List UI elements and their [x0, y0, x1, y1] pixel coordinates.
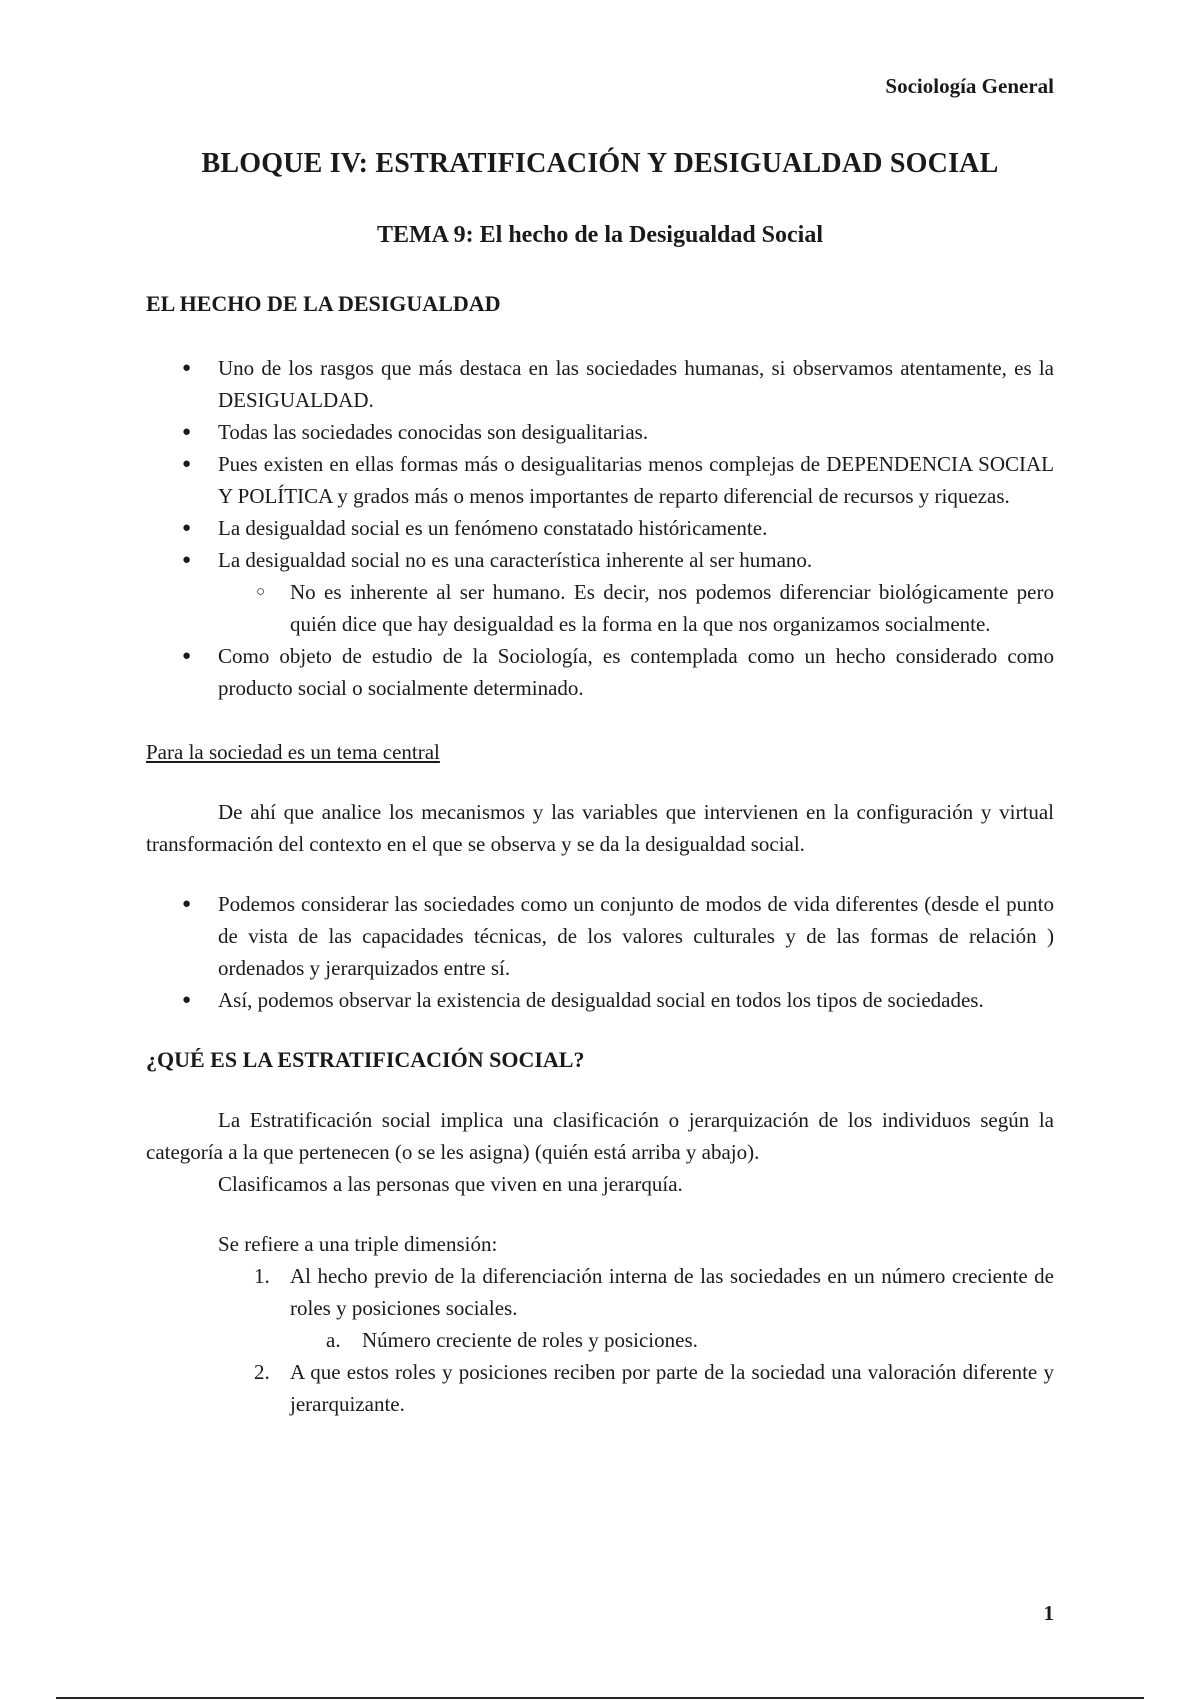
paragraph: La Estratificación social implica una clasificación o jerarquización de los individuos según la categoría a la que pertenecen (o se les asigna) (quién está arriba y abajo). — [146, 1108, 1054, 1164]
inequality-bullet-list — [146, 352, 1054, 704]
list-item-text: La desigualdad social no es una característica inherente al ser humano. — [218, 548, 813, 572]
footer-divider — [56, 1697, 1144, 1699]
dimension-numbered-list — [146, 1260, 1054, 1420]
list-item: ● Pues existen en ellas formas más o desigualitarias menos complejas de DEPENDENCIA SOCIAL Y POLÍTICA y grados más o menos importantes de reparto diferencial de recursos y riquezas. — [218, 448, 1054, 512]
sub-bullet-list — [218, 576, 1054, 640]
document-body — [146, 288, 1054, 1420]
section-heading-stratification: ¿QUÉ ES LA ESTRATIFICACIÓN SOCIAL? — [146, 1047, 585, 1072]
sub-list-item-text: Número creciente de roles y posiciones. — [362, 1328, 698, 1352]
list-marker: 1. — [254, 1264, 270, 1288]
topic-title: TEMA 9: El hecho de la Desigualdad Social — [376, 222, 824, 248]
list-marker: a. — [326, 1328, 341, 1352]
underlined-subheading: Para la sociedad es un tema central — [146, 740, 440, 764]
list-item — [254, 1356, 1054, 1420]
lettered-sub-list — [290, 1324, 1054, 1356]
paragraph-line: Clasificamos a las personas que viven en una jerarquía. — [218, 1172, 683, 1196]
page-number: 1 — [1043, 1601, 1054, 1625]
section-heading-inequality: EL HECHO DE LA DESIGUALDAD — [146, 291, 501, 316]
list-item-text: A que estos roles y posiciones reciben por parte de la sociedad una valoración diferente y jerarquizante. — [290, 1360, 1054, 1416]
paragraph: De ahí que analice los mecanismos y las variables que intervienen en la configuración y virtual transformación del contexto en el que se observa y se da la desigualdad social. — [146, 800, 1054, 856]
course-header: Sociología General — [885, 74, 1054, 98]
sub-list-item: ○ No es inherente al ser humano. Es decir, nos podemos diferenciar biológicamente pero quién dice que hay desigualdad es la forma en la que nos organizamos socialmente. — [290, 576, 1054, 640]
list-item: ● La desigualdad social es un fenómeno constatado históricamente. — [218, 512, 1054, 544]
list-item: ● Todas las sociedades conocidas son desigualitarias. — [218, 416, 1054, 448]
sub-list-item — [326, 1324, 1054, 1356]
list-item: ● Podemos considerar las sociedades como un conjunto de modos de vida diferentes (desde el punto de vista de las capacidades técnicas, de los valores culturales y de las formas de relación ) ordenados y jerarquizados entre sí. — [218, 888, 1054, 984]
societies-bullet-list — [146, 888, 1054, 1016]
list-item-text: Al hecho previo de la diferenciación interna de las sociedades en un número creciente de roles y posiciones sociales. — [290, 1264, 1054, 1320]
list-item — [218, 544, 1054, 640]
list-item: ● Como objeto de estudio de la Sociología, es contemplada como un hecho considerado como producto social o socialmente determinado. — [218, 640, 1054, 704]
list-item — [254, 1260, 1054, 1356]
list-marker: 2. — [254, 1360, 270, 1384]
dimension-intro: Se refiere a una triple dimensión: — [218, 1232, 498, 1256]
block-title: BLOQUE IV: ESTRATIFICACIÓN Y DESIGUALDAD SOCIAL — [201, 148, 999, 179]
list-item: ● Uno de los rasgos que más destaca en las sociedades humanas, si observamos atentamente, es la DESIGUALDAD. — [218, 352, 1054, 416]
list-item: ● Así, podemos observar la existencia de desigualdad social en todos los tipos de sociedades. — [218, 984, 1054, 1016]
